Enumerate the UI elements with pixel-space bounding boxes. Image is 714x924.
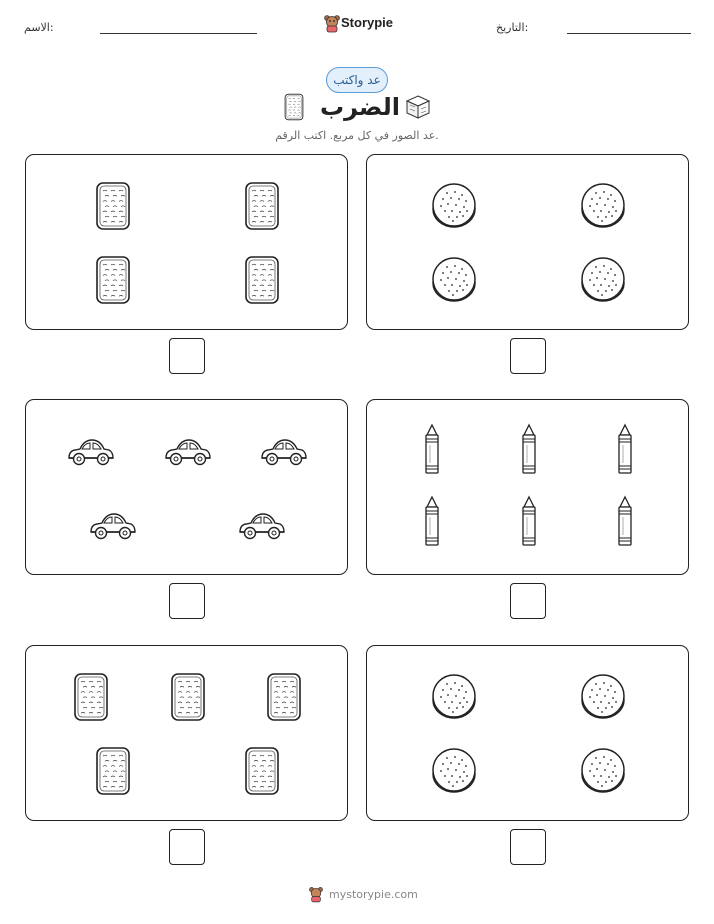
date-field[interactable] [567, 33, 691, 34]
cracker-icon [73, 672, 109, 722]
cube-icon [405, 94, 431, 120]
cookie-icon [431, 183, 477, 229]
bear-icon [309, 886, 323, 902]
page-title: الضرب [320, 93, 400, 121]
answer-box-1[interactable] [510, 338, 546, 374]
cookie-icon [431, 748, 477, 794]
crayon-icon [423, 423, 441, 475]
crayon-icon [520, 495, 538, 547]
crayon-icon [616, 495, 634, 547]
car-icon [164, 436, 212, 466]
answer-box-5[interactable] [510, 829, 546, 865]
counting-panel-6 [25, 645, 348, 821]
footer [309, 885, 419, 903]
answer-box-6[interactable] [169, 829, 205, 865]
cracker-icon [244, 746, 280, 796]
date-label: التاريخ: [496, 21, 529, 34]
car-icon [238, 510, 286, 540]
counting-panel-4 [25, 399, 348, 575]
cookie-icon [580, 257, 626, 303]
crayon-icon [520, 423, 538, 475]
activity-badge: عد واكتب [326, 67, 388, 93]
cracker-icon [95, 746, 131, 796]
car-icon [260, 436, 308, 466]
car-icon [89, 510, 137, 540]
answer-box-4[interactable] [169, 583, 205, 619]
answer-box-2[interactable] [169, 338, 205, 374]
cracker-icon [266, 672, 302, 722]
brand-name: Storypie [341, 15, 394, 30]
cracker-icon [244, 181, 280, 231]
footer-url[interactable]: mystorypie.com [329, 888, 418, 901]
cracker-icon [284, 93, 304, 121]
cookie-icon [580, 674, 626, 720]
storypie-logo [324, 13, 394, 33]
counting-panel-2 [25, 154, 348, 330]
cracker-icon [170, 672, 206, 722]
cookie-icon [580, 183, 626, 229]
bear-icon [324, 14, 340, 32]
cracker-icon [95, 255, 131, 305]
cracker-icon [95, 181, 131, 231]
car-icon [67, 436, 115, 466]
cracker-icon [244, 255, 280, 305]
instruction-text: عد الصور في كل مربع. اكتب الرقم. [275, 129, 439, 142]
counting-panel-1 [366, 154, 689, 330]
name-field[interactable] [100, 33, 257, 34]
name-label: الاسم: [24, 21, 54, 34]
answer-box-3[interactable] [510, 583, 546, 619]
counting-panel-3 [366, 399, 689, 575]
counting-panel-5 [366, 645, 689, 821]
cookie-icon [580, 748, 626, 794]
cookie-icon [431, 257, 477, 303]
crayon-icon [423, 495, 441, 547]
cookie-icon [431, 674, 477, 720]
crayon-icon [616, 423, 634, 475]
